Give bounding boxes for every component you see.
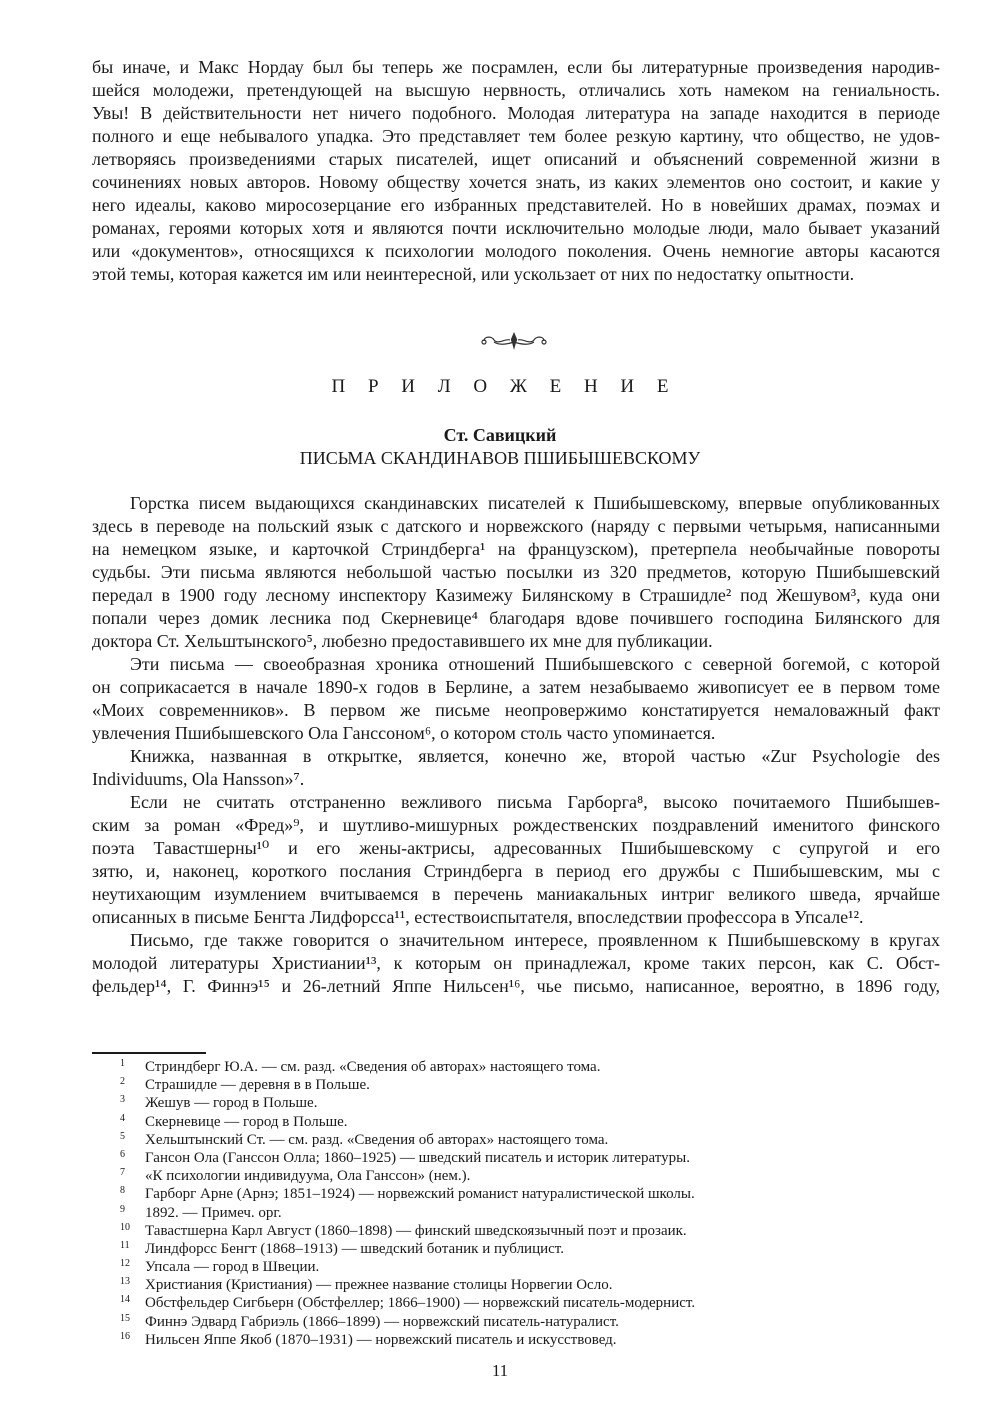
- text-line: доктора Ст. Хельштынского⁵, любезно предоставившего их мне для публикации.: [92, 631, 713, 651]
- footnote-number: 13: [120, 1276, 130, 1288]
- footnote-number: 10: [120, 1221, 130, 1233]
- footnote-number: 2: [120, 1076, 125, 1088]
- article-author: Ст. Савицкий: [443, 425, 557, 445]
- text-line: поэта Тавастшерны¹⁰ и его жены-актрисы, адресованных Пшибышевскому с супругой и его: [92, 838, 940, 858]
- fleuron-ornament-icon: [480, 330, 548, 352]
- footnote-text: Стриндберг Ю.А. — см. разд. «Сведения об авторах» настоящего тома.: [145, 1059, 601, 1075]
- footnote-number: 14: [120, 1294, 130, 1306]
- paragraph: [92, 929, 940, 998]
- text-line: передал в 1900 году лесному инспектору Казимежу Билянскому в Страшидле² под Жешувом³, куда они: [92, 585, 940, 605]
- article-body: [92, 492, 940, 998]
- text-line: этой темы, которая кажется им или неинтересной, или ускользает от них по недостатку опытности.: [92, 264, 855, 284]
- footnote-text: Линдфорсс Бенгт (1868–1913) — шведский ботаник и публицист.: [145, 1240, 564, 1257]
- text-line: сочинениях новых авторов. Новому обществу хочется знать, из каких элементов оно состоит, и какие у: [92, 172, 940, 192]
- text-line: шейся молодежи, претендующей на высшую нервность, отличались хоть намеком на гениальность.: [92, 80, 940, 100]
- text-line: Individuums, Ola Hansson»⁷.: [92, 769, 305, 789]
- footnote-text: «К психологии индивидуума, Ола Ганссон» (нем.).: [145, 1168, 471, 1185]
- footnote-number: 15: [120, 1312, 130, 1324]
- text-line: полного и еще небывалого упадка. Это представляет тем более резкую картину, что общество, не удов-: [92, 126, 940, 146]
- footnote: [120, 1131, 920, 1149]
- footnote-text: Скерневице — город в Польше.: [145, 1113, 348, 1130]
- footnote: [120, 1276, 920, 1294]
- footnote-text: 1892. — Примеч. орг.: [145, 1204, 282, 1221]
- footnote: [120, 1094, 920, 1112]
- text-line: Эти письма — своеобразная хроника отношений Пшибышевского с северной богемой, с которой: [130, 654, 940, 674]
- footnote: [120, 1204, 920, 1222]
- top-paragraph: [92, 56, 940, 286]
- footnote: [120, 1058, 920, 1076]
- paragraph: [92, 653, 940, 745]
- footnotes: [120, 1058, 920, 1349]
- footnote-text: Хельштынский Ст. — см. разд. «Сведения об авторах» настоящего тома.: [145, 1131, 609, 1148]
- text-line: него идеалы, каково миросозерцание его избранных представителей. Но в новейших драмах, поэмах и: [92, 195, 940, 215]
- text-line: на немецком языке, и карточкой Стриндберга¹ на французском), претерпела необычайные повороты: [92, 539, 940, 559]
- footnote-number: 11: [120, 1239, 130, 1251]
- text-line: увлечения Пшибышевского Ола Ганссоном⁶, о котором столь часто упоминается.: [92, 723, 716, 743]
- text-line: «Моих современников». В первом же письме неопровержимо констатируется немаловажный факт: [92, 700, 940, 720]
- footnote-divider: [92, 1052, 206, 1054]
- footnote-text: Гансон Ола (Ганссон Олла; 1860–1925) — шведский писатель и историк литературы.: [145, 1149, 690, 1166]
- footnote-number: 5: [120, 1130, 125, 1142]
- text-line: он соприкасается в начале 1890-х годов в Берлине, а затем незабываемо живописует ее в первом томе: [92, 677, 940, 697]
- paragraph: [92, 745, 940, 791]
- footnote: [120, 1149, 920, 1167]
- footnote-number: 7: [120, 1167, 125, 1179]
- text-line: Увы! В действительности нет ничего подобного. Молодая литература на западе находится в периоде: [92, 103, 940, 123]
- footnote-text: Страшидле — деревня в в Польше.: [145, 1077, 370, 1094]
- footnote-number: 1: [120, 1058, 125, 1069]
- text-line: зятю, и, наконец, короткого послания Стриндберга в период его дружбы с Пшибышевским, мы с: [92, 861, 940, 881]
- text-line: или «документов», относящихся к психологии молодого поколения. Очень немногие авторы касаются: [92, 241, 940, 261]
- text-line: ским за роман «Фред»⁹, и шутливо-мишурных рождественских поздравлений именитого финского: [92, 815, 940, 835]
- footnote-number: 8: [120, 1185, 125, 1197]
- text-line: Письмо, где также говорится о значительном интересе, проявленном к Пшибышевскому в кругах: [130, 930, 940, 950]
- footnote-text: Гарборг Арне (Арнэ; 1851–1924) — норвежский романист натуралистической школы.: [145, 1186, 695, 1203]
- footnote: [120, 1185, 920, 1203]
- text-line: здесь в переводе на польский язык с датского и норвежского (наряду с первыми четырьмя, написанными: [92, 516, 940, 536]
- footnote: [120, 1222, 920, 1240]
- footnote-number: 16: [120, 1330, 130, 1342]
- footnote-text: Обстфельдер Сигбьерн (Обстфеллер; 1866–1900) — норвежский писатель-модернист.: [145, 1295, 696, 1312]
- footnote-text: Финнэ Эдвард Габриэль (1866–1899) — норвежский писатель-натуралист.: [145, 1313, 619, 1330]
- text-line: судьбы. Эти письма являются небольшой частью посылки из 320 предметов, которую Пшибышевский: [92, 562, 940, 582]
- footnote: [120, 1294, 920, 1312]
- footnote-text: Нильсен Яппе Якоб (1870–1931) — норвежский писатель и искусствовед.: [145, 1331, 617, 1348]
- text-line: Книжка, названная в открытке, является, конечно же, второй частью «Zur Psychologie des: [130, 746, 940, 766]
- footnote: [120, 1113, 920, 1131]
- text-line: фельдер¹⁴, Г. Финнэ¹⁵ и 26-летний Яппе Нильсен¹⁶, чье письмо, написанное, вероятно, в 1896 году,: [92, 976, 940, 996]
- paragraph: [92, 492, 940, 653]
- appendix-heading: П Р И Л О Ж Е Н И Е: [331, 376, 678, 397]
- text-line: летворяясь произведениями старых писателей, ищет описаний и объяснений современной жизни в: [92, 149, 940, 169]
- footnote-number: 4: [120, 1112, 125, 1124]
- footnote-text: Христиания (Кристиания) — прежнее название столицы Норвегии Осло.: [145, 1277, 613, 1294]
- footnote: [120, 1331, 920, 1349]
- footnote: [120, 1313, 920, 1331]
- text-line: молодой литературы Христиании¹³, к которым он принадлежал, кроме таких персон, как С. Обст-: [92, 953, 940, 973]
- footnote: [120, 1240, 920, 1258]
- footnote-number: 12: [120, 1258, 130, 1270]
- footnote-number: 3: [120, 1094, 125, 1106]
- footnote-text: Жешув — город в Польше.: [145, 1095, 318, 1112]
- footnote: [120, 1167, 920, 1185]
- footnote-number: 6: [120, 1148, 125, 1160]
- footnote-text: Тавастшерна Карл Август (1860–1898) — финский шведскоязычный поэт и прозаик.: [145, 1222, 687, 1239]
- footnote-text: Упсала — город в Швеции.: [145, 1259, 320, 1276]
- text-line: попали через домик лесника под Скерневице⁴ благодаря вдове почившего господина Билянского для: [92, 608, 940, 628]
- text-line: бы иначе, и Макс Нордау был бы теперь же посрамлен, если бы литературные произведения народив-: [92, 57, 940, 77]
- text-line: неутихающим изумлением вчитываемся в перечень маниакальных интриг великого шведа, ярчайше: [92, 884, 940, 904]
- text-line: описанных в письме Бенгта Лидфорсса¹¹, естествоиспытателя, впоследствии профессора в Упсале¹².: [92, 907, 864, 927]
- footnote: [120, 1258, 920, 1276]
- text-line: Если не считать отстраненно вежливого письма Гарборга⁸, высоко почитаемого Пшибышев-: [130, 792, 940, 812]
- text-line: Горстка писем выдающихся скандинавских писателей к Пшибышевскому, впервые опубликованных: [130, 493, 940, 513]
- text-line: романах, героями которых хотя и являются почти исключительно молодые люди, мало бывает указаний: [92, 218, 940, 238]
- paragraph: [92, 791, 940, 929]
- article-title: ПИСЬМА СКАНДИНАВОВ ПШИБЫШЕВСКОМУ: [299, 448, 701, 468]
- footnote: [120, 1076, 920, 1094]
- footnote-number: 9: [120, 1203, 125, 1215]
- page-number: 11: [491, 1361, 509, 1380]
